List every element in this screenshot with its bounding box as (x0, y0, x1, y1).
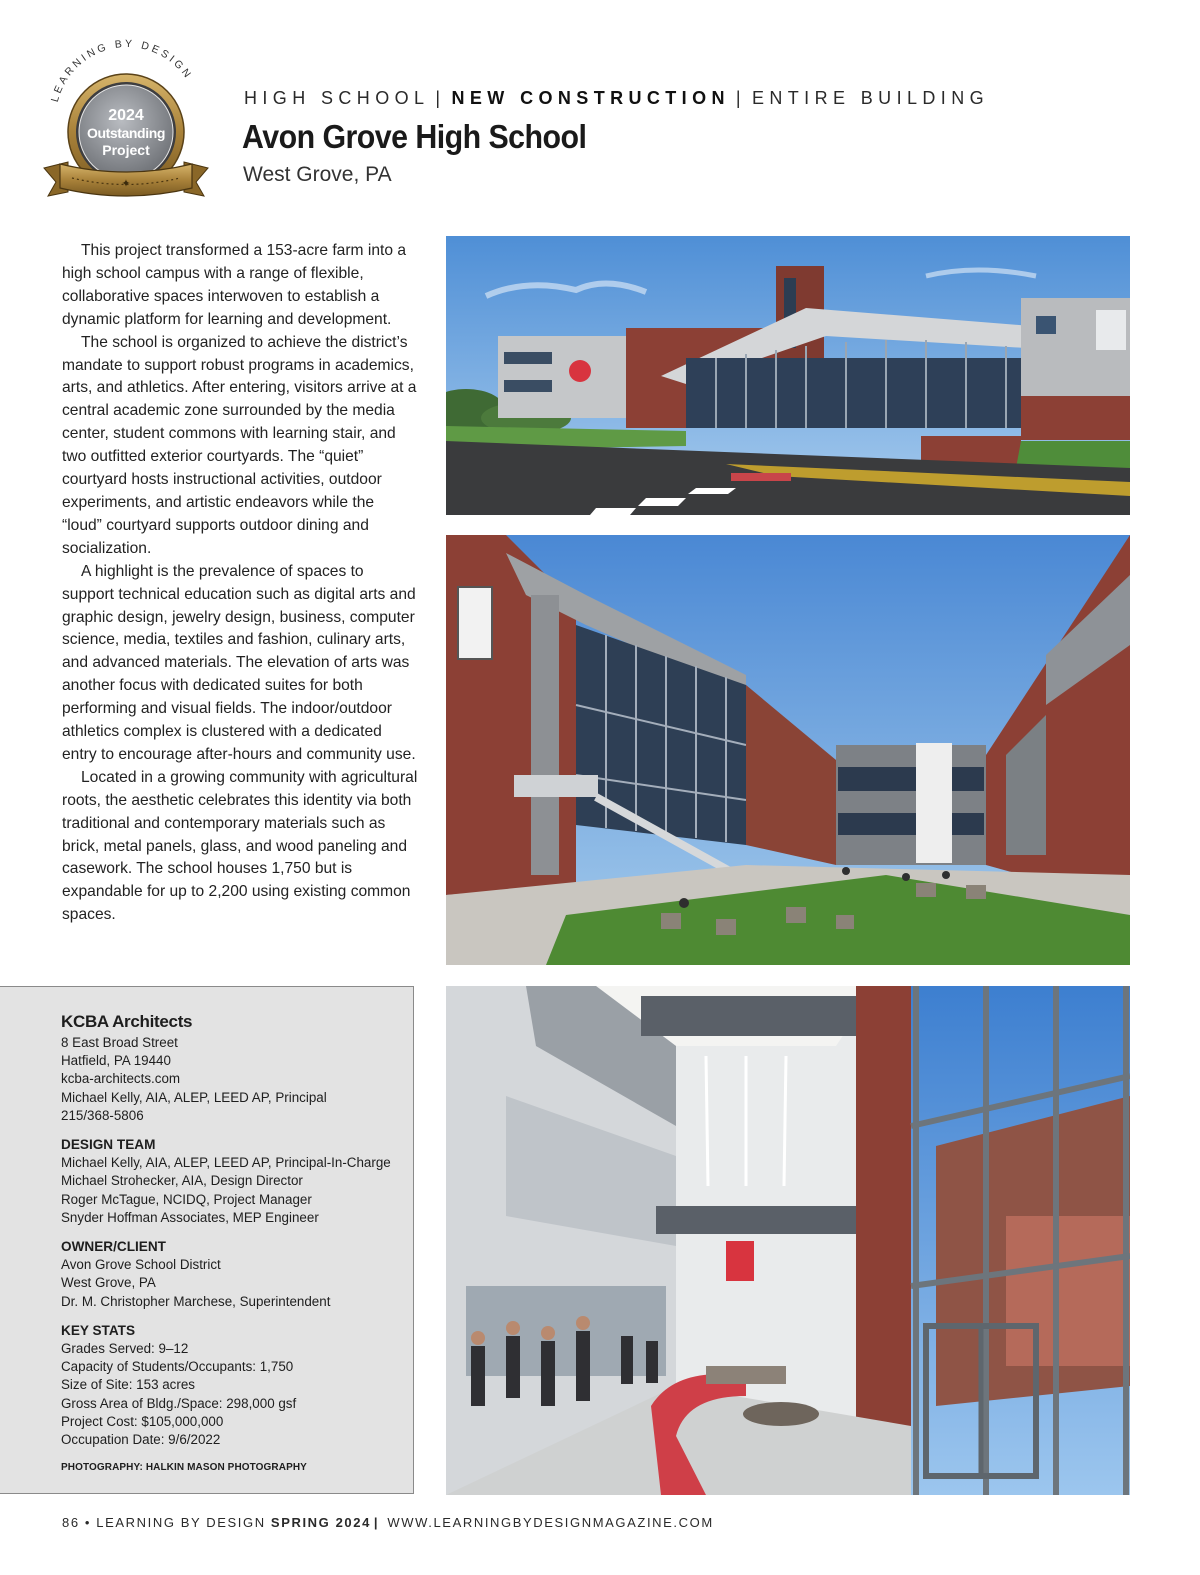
badge-arc-text: LEARNING BY DESIGN (48, 37, 195, 104)
firm-address-line: Hatfield, PA 19440 (61, 1053, 171, 1069)
magazine-website[interactable]: WWW.LEARNINGBYDESIGNMAGAZINE.COM (387, 1515, 714, 1530)
outstanding-project-badge (38, 34, 216, 206)
category-scope: ENTIRE BUILDING (751, 88, 989, 108)
project-category (244, 88, 1144, 109)
project-info-box (0, 986, 414, 1494)
category-type: NEW CONSTRUCTION (451, 88, 730, 108)
firm-phone: 215/368-5806 (61, 1107, 144, 1123)
badge-line1: Outstanding (86, 125, 166, 141)
key-stat: Grades Served: 9–12 (61, 1341, 189, 1357)
badge-graphic (38, 34, 216, 206)
firm-name: KCBA Architects (61, 1012, 193, 1031)
svg-text:✦: ✦ (121, 178, 131, 190)
key-stat: Project Cost: $105,000,000 (61, 1413, 224, 1429)
design-team-member: Michael Strohecker, AIA, Design Director (61, 1173, 303, 1189)
courtyard-photo (446, 535, 1130, 965)
owner-line: West Grove, PA (61, 1275, 156, 1291)
category-separator: | (735, 88, 746, 108)
photo-credit: PHOTOGRAPHY: HALKIN MASON PHOTOGRAPHY (61, 1462, 307, 1474)
badge-line2: Project (102, 142, 150, 158)
firm-address-line: 8 East Broad Street (61, 1035, 178, 1050)
design-team-heading: DESIGN TEAM (61, 1137, 156, 1153)
firm-contact: Michael Kelly, AIA, ALEP, LEED AP, Principal (61, 1089, 327, 1105)
design-team-member: Roger McTague, NCIDQ, Project Manager (61, 1191, 312, 1207)
key-stat: Capacity of Students/Occupants: 1,750 (61, 1359, 294, 1375)
exterior-entrance-photo (446, 236, 1130, 515)
magazine-name: LEARNING BY DESIGN (96, 1515, 266, 1530)
key-stat: Size of Site: 153 acres (61, 1377, 195, 1393)
issue-name: SPRING 2024 (270, 1515, 371, 1530)
atrium-interior-photo (446, 986, 1130, 1495)
owner-line: Dr. M. Christopher Marchese, Superintendent (61, 1293, 331, 1309)
page-footer (62, 1515, 714, 1530)
design-team-member: Michael Kelly, AIA, ALEP, LEED AP, Principal-In-Charge (61, 1155, 391, 1171)
description-paragraph: Located in a growing community with agricultural roots, the aesthetic celebrates this identity via both traditional and contemporary materials such as brick, metal panels, glass, and wood paneling and casework. The school houses 1,750 but is expandable for up to 2,200 using existing common spaces. (62, 768, 418, 924)
category-separator: | (435, 88, 446, 108)
footer-bullet: • (84, 1515, 92, 1530)
footer-separator: | (373, 1515, 380, 1530)
badge-year: 2024 (108, 107, 144, 124)
category-level: HIGH SCHOOL (244, 88, 430, 108)
project-description (62, 240, 418, 927)
key-stat: Gross Area of Bldg./Space: 298,000 gsf (61, 1395, 297, 1411)
design-team-member: Snyder Hoffman Associates, MEP Engineer (61, 1209, 319, 1225)
key-stats-heading: KEY STATS (61, 1322, 136, 1338)
project-title: Avon Grove High School (242, 118, 587, 155)
owner-line: Avon Grove School District (61, 1257, 221, 1273)
page-number: 86 (62, 1515, 80, 1530)
description-paragraph: This project transformed a 153-acre farm into a high school campus with a range of flexible, collaborative spaces interwoven to establish a dynamic platform for learning and development. (62, 242, 407, 328)
description-paragraph: A highlight is the prevalence of spaces to support technical education such as digital arts and graphic design, jewelry design, business, computer science, media, textiles and fashion, culinary arts, and advanced materials. The elevation of arts was another focus with dedicated suites for both performing and visual fields. The indoor/outdoor athletics complex is clustered with a dedicated entry to encourage after-hours and community use. (62, 562, 416, 763)
firm-website: kcba-architects.com (61, 1071, 181, 1087)
description-paragraph: The school is organized to achieve the district’s mandate to support robust programs in academics, arts, and athletics. After entering, visitors arrive at a central academic zone surrounded by the media center, student commons with learning stair, and two outfitted exterior courtyards. The “quiet” courtyard hosts instructional activities, outdoor experiments, and artistic endeavors while the “loud” courtyard supports outdoor dining and socialization. (62, 333, 417, 557)
key-stat: Occupation Date: 9/6/2022 (61, 1432, 221, 1448)
owner-heading: OWNER/CLIENT (61, 1239, 166, 1255)
project-location: West Grove, PA (243, 163, 392, 186)
